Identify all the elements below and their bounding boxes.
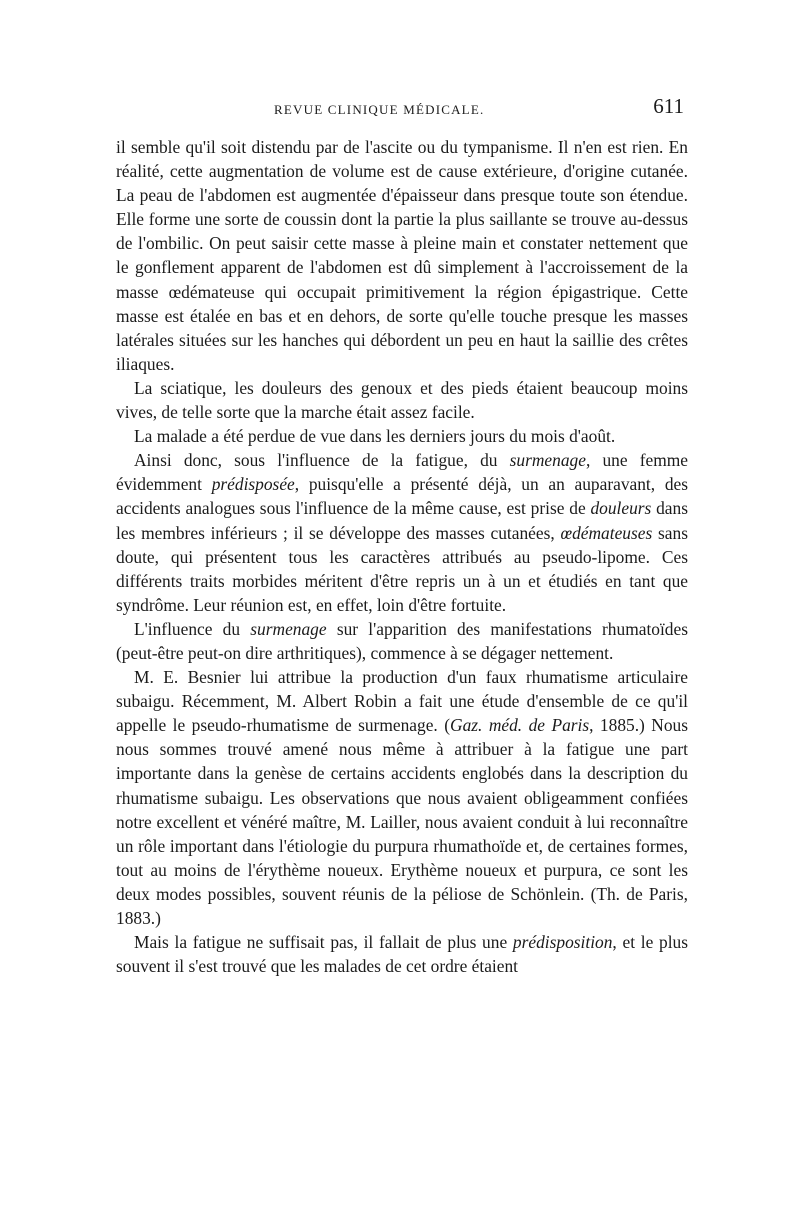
book-page — [116, 92, 688, 978]
text-run: , et le plus souvent il s'est trouvé que les malades de cet ordre étaient — [116, 932, 689, 977]
text-run: dans les membres inférieurs ; il se développe des masses cutanées, — [116, 498, 688, 543]
paragraph — [116, 665, 688, 930]
italic-term: douleurs — [590, 498, 652, 519]
text-run: La sciatique, les douleurs des genoux et des pieds étaient beaucoup moins vives, de telle sorte que la marche était assez facile. — [116, 377, 688, 423]
text-run: La malade a été perdue de vue dans les derniers jours du mois d'août. — [134, 426, 616, 447]
text-run: sans doute, qui présentent tous les caractères attribués au pseudo-lipome. Ces différents traits morbides méritent d'être repris un à un et étudiés en tant que syndrôme. Leur réunion est, en effet, loin d'être fortuite. — [116, 522, 688, 615]
text-run: Mais la fatigue ne suffisait pas, il fallait de plus une — [134, 932, 513, 953]
page-number: 611 — [653, 94, 684, 118]
paragraph — [116, 135, 688, 376]
italic-term: surmenage — [509, 450, 586, 471]
paragraph — [116, 424, 688, 448]
italic-term: prédisposition — [512, 932, 613, 953]
paragraph — [116, 448, 688, 617]
text-run: , une femme évidemment — [116, 450, 688, 495]
text-run: L'influence du — [134, 618, 251, 639]
running-title: REVUE CLINIQUE MÉDICALE. — [274, 102, 485, 117]
body-text — [116, 135, 688, 978]
paragraph — [116, 930, 688, 978]
text-run: sur l'apparition des manifestations rhumatoïdes (peut-être peut-on dire arthritiques), commence à se dégager nettement. — [116, 618, 688, 663]
text-run: , puisqu'elle a présenté déjà, un an auparavant, des accidents analogues sous l'influence de la même cause, est prise de — [116, 474, 689, 519]
italic-citation: Gaz. méd. de Paris — [450, 715, 590, 736]
italic-term: prédisposée — [211, 474, 295, 495]
text-run: Ainsi donc, sous l'influence de la fatigue, du — [134, 450, 510, 471]
page-header — [116, 92, 688, 132]
paragraph — [116, 376, 688, 424]
text-run: , 1885.) Nous nous sommes trouvé amené nous même à attribuer à la fatigue une part importante dans la genèse de certains accidents englobés dans la description du rhumatisme subaigu. Les observations que nous avaient obligeamment confiées notre excellent et vénéré maître, M. Lailler, nous avaient conduit à lui reconnaître un rôle important dans l'étiologie du purpura rhumathoïde et, de certaines formes, tout au moins de l'érythème noueux. Erythème noueux et purpura, ce sont les deux modes possibles, souvent réunis de la péliose de Schönlein. (Th. de Paris, 1883.) — [116, 715, 689, 928]
paragraph — [116, 617, 688, 665]
text-run: M. E. Besnier lui attribue la production d'un faux rhumatisme articulaire subaigu. Récemment, M. Albert Robin a fait une étude d'ensemble de ce qu'il appelle le pseudo-rhumatisme de surmenage. ( — [116, 667, 688, 736]
text-run: il semble qu'il soit distendu par de l'ascite ou du tympanisme. Il n'en est rien. En réalité, cette augmentation de volume est de cause extérieure, d'origine cutanée. La peau de l'abdomen est augmentée d'épaisseur dans presque toute son étendue. Elle forme une sorte de coussin dont la partie la plus saillante se trouve au-dessus de l'ombilic. On peut saisir cette masse à pleine main et constater nettement que le gonflement apparent de l'abdomen est dû simplement à l'accroissement de la masse œdémateuse qui occupait primitivement la région épigastrique. Cette masse est étalée en bas et en dehors, de sorte qu'elle touche presque les masses latérales situées sur les hanches qui débordent un peu en haut la saillie des crêtes iliaques. — [116, 137, 688, 374]
italic-term: surmenage — [250, 618, 327, 639]
italic-term: œdémateuses — [560, 522, 653, 543]
